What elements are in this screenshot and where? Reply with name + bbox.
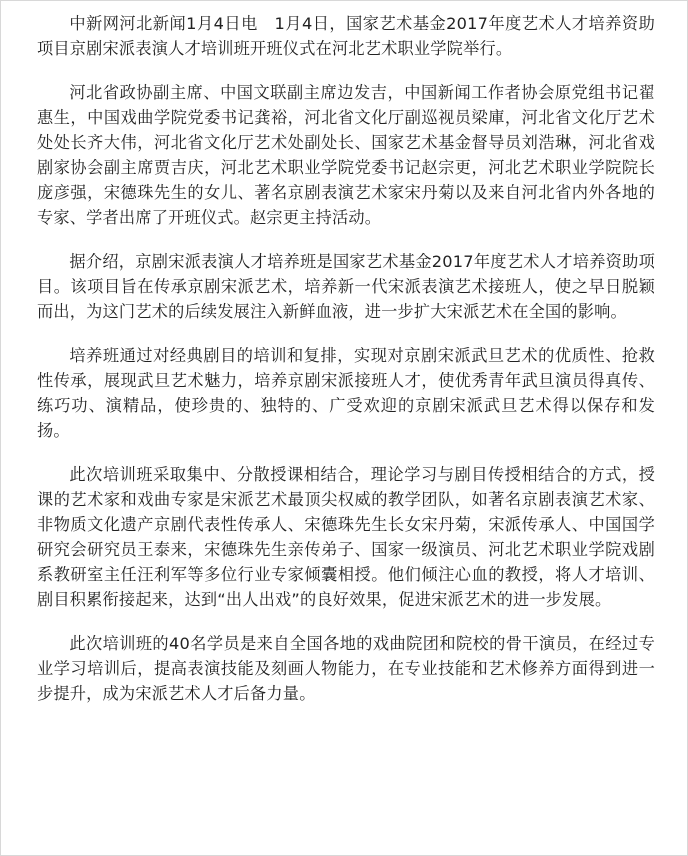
article-paragraph-6: 此次培训班的40名学员是来自全国各地的戏曲院团和院校的骨干演员，在经过专业学习培训后，提高表演技能及刻画人物能力，在专业技能和艺术修养方面得到进一步提升，成为宋派艺术人才后备力量。: [37, 634, 655, 703]
news-article: [37, 11, 655, 706]
article-paragraph-1: 中新网河北新闻1月4日电 1月4日，国家艺术基金2017年度艺术人才培养资助项目京剧宋派表演人才培训班开班仪式在河北艺术职业学院举行。: [37, 14, 655, 58]
article-paragraph-5: 此次培训班采取集中、分散授课相结合，理论学习与剧目传授相结合的方式，授课的艺术家和戏曲专家是宋派艺术最顶尖权威的教学团队，如著名京剧表演艺术家、非物质文化遗产京剧代表性传承人、宋德珠先生长女宋丹菊，宋派传承人、中国国学研究会研究员王泰来，宋德珠先生亲传弟子、国家一级演员、河北艺术职业学院戏剧系教研室主任汪利军等多位行业专家倾囊相授。他们倾注心血的教授，将人才培训、剧目积累衔接起来，达到“出人出戏”的良好效果，促进宋派艺术的进一步发展。: [37, 465, 655, 609]
article-paragraph-4: 培养班通过对经典剧目的培训和复排，实现对京剧宋派武旦艺术的优质性、抢救性传承，展现武旦艺术魅力，培养京剧宋派接班人才，使优秀青年武旦演员得真传、练巧功、演精品，使珍贵的、独特的、广受欢迎的京剧宋派武旦艺术得以保存和发扬。: [37, 346, 655, 440]
article-paragraph-3: 据介绍，京剧宋派表演人才培养班是国家艺术基金2017年度艺术人才培养资助项目。该项目旨在传承京剧宋派艺术，培养新一代宋派表演艺术接班人，使之早日脱颖而出，为这门艺术的后续发展注入新鲜血液，进一步扩大宋派艺术在全国的影响。: [37, 252, 655, 321]
article-paragraph-2: 河北省政协副主席、中国文联副主席边发吉，中国新闻工作者协会原党组书记翟惠生，中国戏曲学院党委书记龚裕，河北省文化厅副巡视员梁庫，河北省文化厅艺术处处长齐大伟，河北省文化厅艺术处副处长、国家艺术基金督导员刘浩琳，河北省戏剧家协会副主席贾吉庆，河北艺术职业学院党委书记赵宗更，河北艺术职业学院院长庞彦强，宋德珠先生的女儿、著名京剧表演艺术家宋丹菊以及来自河北省内外各地的专家、学者出席了开班仪式。赵宗更主持活动。: [37, 83, 655, 227]
